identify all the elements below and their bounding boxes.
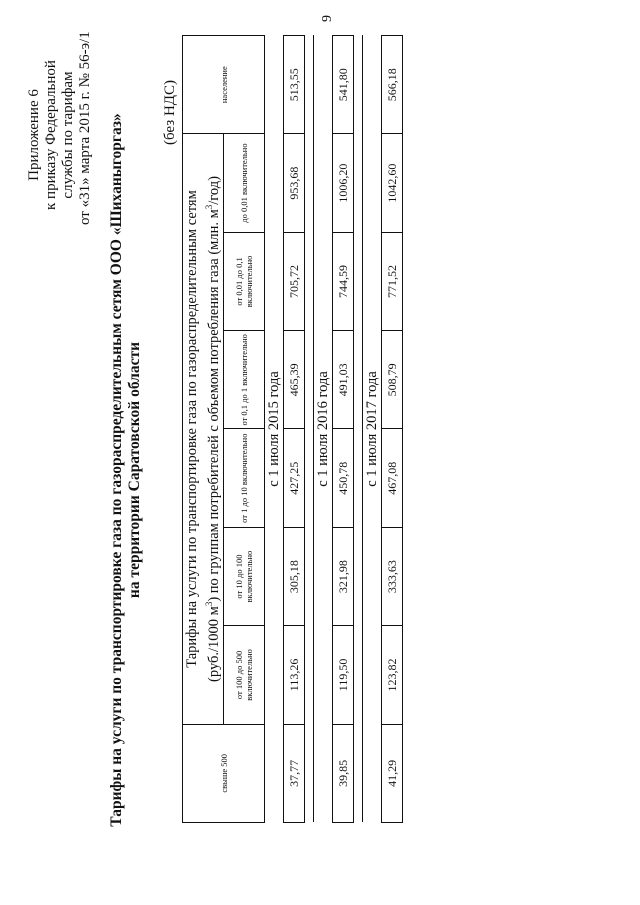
column-header: свыше 500: [183, 724, 265, 822]
column-header: до 0,01 включительно: [224, 134, 265, 232]
period-label: с 1 июля 2017 года: [363, 36, 382, 823]
tariff-value: 39,85: [333, 724, 354, 822]
superscript: 3: [203, 204, 214, 210]
tariff-value: 1042,60: [382, 134, 403, 232]
tariff-value: 491,03: [333, 331, 354, 429]
tariff-value: 119,50: [333, 626, 354, 724]
tariff-value: 37,77: [284, 724, 305, 822]
tariff-value: 123,82: [382, 626, 403, 724]
tariff-value: 513,55: [284, 36, 305, 134]
header-line: [201, 136, 223, 721]
tariff-value: 321,98: [333, 527, 354, 625]
appendix-line: к приказу Федеральной: [43, 60, 59, 210]
column-header: от 0,1 до 1 включительно: [224, 331, 265, 429]
row-gap: [354, 36, 363, 823]
period-label: с 1 июля 2015 года: [265, 36, 284, 823]
title-line: Тарифы на услуги по транспортировке газа по газораспределительным сетям ООО «Шиханыгоргаз»: [108, 113, 125, 827]
tariff-value: 427,25: [284, 429, 305, 527]
header-text: (руб./1000 м: [205, 606, 222, 682]
period-row: [314, 36, 333, 823]
tariff-value: 771,52: [382, 232, 403, 330]
appendix-line: Приложение 6: [26, 89, 42, 181]
appendix-line: службы по тарифам: [60, 71, 76, 199]
period-row: [265, 36, 284, 823]
column-header: от 1 до 10 включительно: [224, 429, 265, 527]
tariff-value: 744,59: [333, 232, 354, 330]
tariff-value: 465,39: [284, 331, 305, 429]
tariff-value: 1006,20: [333, 134, 354, 232]
period-label: с 1 июля 2016 года: [314, 36, 333, 823]
gap-cell: [354, 36, 363, 823]
tariff-value: 953,68: [284, 134, 305, 232]
tariff-value: 705,72: [284, 232, 305, 330]
table-row: [284, 36, 305, 823]
title-line: на территории Саратовской области: [126, 341, 143, 599]
header-line: Тарифы на услуги по транспортировке газа по газораспределительным сетям: [183, 190, 200, 668]
period-row: [363, 36, 382, 823]
document-title: [108, 65, 144, 875]
row-gap: [305, 36, 314, 823]
tariff-value: 305,18: [284, 527, 305, 625]
tariff-value: 566,18: [382, 36, 403, 134]
tariff-value: 113,26: [284, 626, 305, 724]
vat-note: (без НДС): [162, 79, 178, 145]
table-row: [333, 36, 354, 823]
tariff-value: 541,80: [333, 36, 354, 134]
tariff-value: 450,78: [333, 429, 354, 527]
superscript: 3: [203, 601, 214, 607]
tariff-value: 508,79: [382, 331, 403, 429]
tariff-value: 333,63: [382, 527, 403, 625]
table-row: [382, 36, 403, 823]
header-text: /год): [205, 176, 222, 205]
page-number: 9: [320, 15, 335, 22]
column-header: население: [183, 36, 265, 134]
table-main-header: [183, 134, 224, 724]
column-header: от 0,01 до 0,1 включительно: [224, 232, 265, 330]
appendix-block: [26, 31, 94, 225]
column-header: от 100 до 500 включительно: [224, 626, 265, 724]
gap-cell: [305, 36, 314, 823]
header-text: ) по группам потребителей с объемом потребления газа (млн. м: [205, 209, 222, 602]
column-header: от 10 до 100 включительно: [224, 527, 265, 625]
appendix-line: от «31» марта 2015 г. № 56-э/1: [77, 31, 93, 225]
tariff-value: 41,29: [382, 724, 403, 822]
tariff-value: 467,08: [382, 429, 403, 527]
tariff-table: [182, 35, 403, 823]
